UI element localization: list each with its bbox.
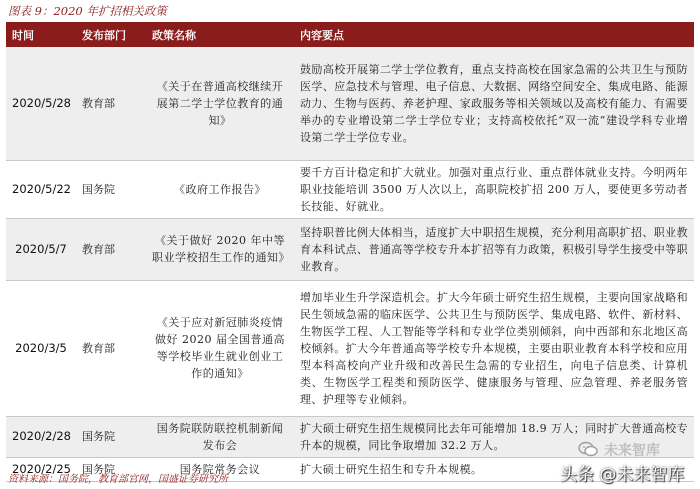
header-policy-name: 政策名称 <box>146 23 294 47</box>
row-policy-name: 《关于做好 2020 年中等职业学校招生工作的通知》 <box>146 218 294 280</box>
row-policy-name: 国务院联防联控机制新闻发布会 <box>146 416 294 457</box>
watermark-handle: 头条 @未来智库 <box>560 465 685 485</box>
row-date: 2020/5/7 <box>6 218 76 280</box>
row-content: 要千方百计稳定和扩大就业。加强对重点行业、重点群体就业支持。今明两年职业技能培训 3500 万人次以上，高职院校扩招 200 万人，要使更多劳动者长技能、好就业。 <box>294 160 694 218</box>
row-date: 2020/5/28 <box>6 47 76 160</box>
watermark-text: 未来智库 <box>604 443 660 459</box>
watermark <box>560 440 700 484</box>
policy-table <box>6 23 694 482</box>
row-policy-name: 《政府工作报告》 <box>146 160 294 218</box>
header-date: 时间 <box>6 23 76 47</box>
row-date: 2020/3/5 <box>6 280 76 416</box>
table-row <box>6 218 694 280</box>
row-date: 2020/5/22 <box>6 160 76 218</box>
row-content: 增加毕业生升学深造机会。扩大今年硕士研究生招生规模，主要向国家战略和民生领域急需的临床医学、公共卫生与预防医学、集成电路、软件、新材料、生物医学工程、人工智能等学科和专业学位类别倾斜，向中西部和东北地区高校倾斜。扩大今年普通高等学校专升本规模，主要由职业教育本科学校和应用型本科高校向产业升级和改善民生急需的专业招生，向电子信息类、计算机类、生物医学工程类和预防医学、健康服务与管理、应急管理、养老服务管理、护理等专业倾斜。 <box>294 280 694 416</box>
row-department: 国务院 <box>76 457 146 481</box>
source-note: 资料来源：国务院，教育部官网，国盛证券研究所 <box>8 474 228 485</box>
row-content: 扩大硕士研究生招生和专升本规模。 <box>294 457 694 481</box>
row-date: 2020/2/25 <box>6 457 76 481</box>
row-department: 教育部 <box>76 280 146 416</box>
row-department: 国务院 <box>76 416 146 457</box>
table-row <box>6 160 694 218</box>
row-date: 2020/2/28 <box>6 416 76 457</box>
figure-title: 图表 9：2020 年扩招相关政策 <box>8 4 167 18</box>
row-policy-name: 国务院常务会议 <box>146 457 294 481</box>
row-content: 扩大硕士研究生招生规模同比去年可能增加 18.9 万人；同时扩大普通高校专升本的规模，同比争取增加 32.2 万人。 <box>294 416 694 457</box>
row-policy-name: 《关于应对新冠肺炎疫情做好 2020 届全国普通高等学校毕业生就业创业工作的通知》 <box>146 280 294 416</box>
table-header-row <box>6 23 694 47</box>
row-department: 国务院 <box>76 160 146 218</box>
row-department: 教育部 <box>76 218 146 280</box>
row-department: 教育部 <box>76 47 146 160</box>
row-policy-name: 《关于在普通高校继续开展第二学士学位教育的通知》 <box>146 47 294 160</box>
row-content: 鼓励高校开展第二学士学位教育，重点支持高校在国家急需的公共卫生与预防医学、应急技术与管理、电子信息、大数据、网络空间安全、集成电路、能源动力、生物与医药、养老护理、家政服务等相关领域以及高校有能力、有需要举办的专业增设第二学士学位专业；支持高校依托“双一流”建设学科专业增设第二学士学位专业。 <box>294 47 694 160</box>
table-row <box>6 280 694 416</box>
row-content: 坚持职普比例大体相当，适度扩大中职招生规模，充分利用高职扩招、职业教育本科试点、普通高等学校专升本扩招等有力政策，积极引导学生接受中等职业教育。 <box>294 218 694 280</box>
table-row <box>6 47 694 160</box>
header-department: 发布部门 <box>76 23 146 47</box>
header-content: 内容要点 <box>294 23 694 47</box>
wechat-logo-icon <box>578 441 598 457</box>
